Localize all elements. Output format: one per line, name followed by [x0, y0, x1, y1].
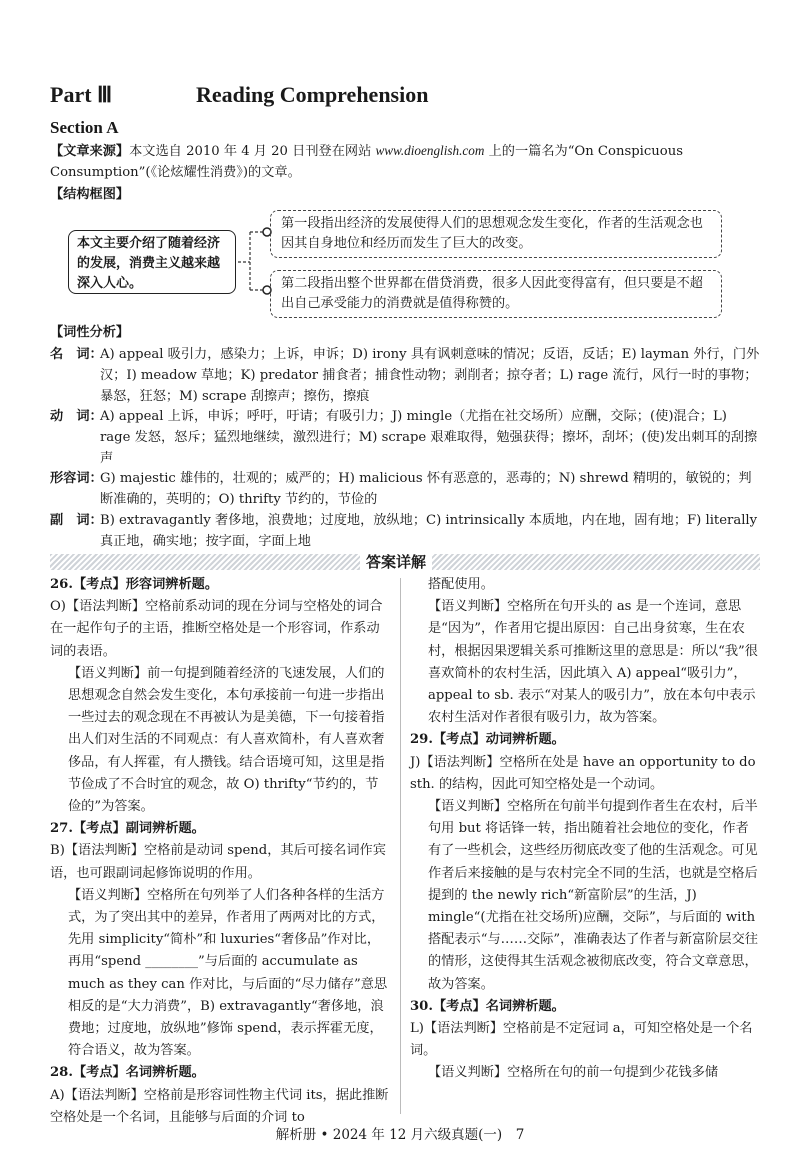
vocab-text-verb: A) appeal 上诉，申诉；呼吁，吁请；有吸引力；J) mingle（尤指在社交场所）应酬，交际；(使)混合；L) rage 发怒，怒斥；猛烈地继续，激烈进行；M) scrape 艰难取得，勉强获得；擦坏，刮坏；(使)发出刺耳的刮擦声: [100, 409, 758, 466]
structure-para2-box: 第二段指出整个世界都在借贷消费，很多人因此变得富有，但只要是不超出自己承受能力的消费就是值得称赞的。: [270, 270, 722, 318]
answers-title: 答案详解: [360, 551, 432, 572]
source-site: www.dioenglish.com: [375, 143, 485, 158]
q28-heading: 28.【考点】名词辨析题。: [50, 1065, 205, 1081]
source-label: 【文章来源】: [50, 144, 130, 159]
source-text-b: 上的一篇名为“On Conspicuous Consumption”(《论炫耀性消费》)的文章。: [50, 144, 683, 180]
vocab-text-adj: G) majestic 雄伟的，壮观的；威严的；H) malicious 怀有恶意的，恶毒的；N) shrewd 精明的，敏锐的；判断准确的，英明的；O) thrifty 节约的，节俭的: [100, 471, 752, 507]
q30-meaning: 【语义判断】空格所在句的前一句提到少花钱多储: [428, 1065, 719, 1081]
part-label: Part Ⅲ: [50, 82, 113, 107]
vocab-pos-noun: 名 词：: [50, 347, 103, 362]
part-title: Reading Comprehension: [196, 82, 429, 107]
page-footer: 解析册 • 2024 年 12 月六级真题(一) 7: [275, 1127, 525, 1143]
source-paragraph: [50, 140, 760, 183]
q28-grammar: A)【语法判断】空格前是形容词性物主代词 its，据此推断空格处是一个名词，且能够与后面的介词 to: [50, 1087, 389, 1125]
answers-left-column: [50, 574, 390, 1129]
answers-right-column: [410, 574, 760, 1085]
q26-meaning: 【语义判断】前一句提到随着经济的飞速发展，人们的思想观念自然会发生变化，本句承接前一句进一步指出一些过去的观念现在不再被认为是美德，下一句接着指出人们对生活的不同观点：有人喜欢简朴，有人喜欢奢侈品，有人挥霍，有人攒钱。结合语境可知，这里是指节俭成了不合时宜的观念，故 O) thrifty“节约的，节俭的”为答案。: [68, 665, 385, 815]
q28-continued: 搭配使用。: [428, 577, 494, 592]
q29-heading: 29.【考点】动词辨析题。: [410, 732, 565, 748]
structure-para1-box: 第一段指出经济的发展使得人们的思想观念发生变化，作者的生活观念也因其自身地位和经历而发生了巨大的改变。: [270, 210, 722, 258]
q30-grammar: L)【语法判断】空格前是不定冠词 a，可知空格处是一个名词。: [410, 1021, 753, 1059]
q27-meaning: 【语义判断】空格所在句列举了人们各种各样的生活方式，为了突出其中的差异，作者用了两两对比的方式，先用 simplicity“简朴”和 luxuries“奢侈品”作对比，再用“spend ________”与后面的 accumulate as much as they can 作对比，与后面的“尽力储存”意思相反的是“大力消费”，B) extravagantly“奢侈地，浪费地；过度地，放纵地”修饰 spend，表示挥霍无度，符合语义，故为答案。: [68, 887, 388, 1059]
q30-heading: 30.【考点】名词辨析题。: [410, 998, 565, 1014]
q26-grammar: O)【语法判断】空格前系动词的现在分词与空格处的词合在一起作句子的主语，推断空格处是一个形容词，作系动词的表语。: [50, 599, 383, 659]
section-title: Section A: [50, 118, 119, 137]
source-text-a: 本文选自 2010 年 4 月 20 日刊登在网站: [129, 144, 376, 159]
q29-meaning: 【语义判断】空格所在句前半句提到作者生在农村，后半句用 but 将话锋一转，指出随着社会地位的变化，作者有了一些机会，这些经历彻底改变了他的生活观念。可见作者后来接触的是与农村完全不同的生活，也就是空格后提到的 the newly rich“新富阶层”的生活，J) mingle“(尤指在社交场所)应酬，交际”，与后面的 with 搭配表示“与……交际”，准确表达了作者与新富阶层交往的情形，这使得其生活观念被彻底改变，符合文章意思，故为答案。: [428, 799, 758, 992]
vocab-pos-adj: 形容词：: [50, 471, 103, 486]
vocab-pos-verb: 动 词：: [50, 409, 103, 424]
vocab-label: 【词性分析】: [50, 325, 130, 340]
q29-grammar: J)【语法判断】空格所在处是 have an opportunity to do sth. 的结构，因此可知空格处是一个动词。: [410, 754, 756, 792]
q27-grammar: B)【语法判断】空格前是动词 spend，其后可接名词作宾语，也可跟副词起修饰说明的作用。: [50, 843, 386, 881]
column-divider: [400, 578, 401, 1114]
vocab-text-adv: B) extravagantly 奢侈地，浪费地；过度地，放纵地；C) intrinsically 本质地，内在地，固有地；F) literally 真正地，确实地；按字面，字面上地: [100, 513, 758, 549]
vocab-text-noun: A) appeal 吸引力，感染力；上诉，申诉；D) irony 具有讽刺意味的情况；反语，反话；E) layman 外行，门外汉；I) meadow 草地；K) predator 捕食者；捕食性动物；剥削者；掠夺者；L) rage 流行，风行一时的事物；暴怒，狂怒；M) scrape 刮擦声；擦伤，擦痕: [100, 347, 760, 404]
structure-main-box: 本文主要介绍了随着经济的发展，消费主义越来越深入人心。: [68, 230, 236, 294]
q27-heading: 27.【考点】副词辨析题。: [50, 821, 205, 837]
vocab-pos-adv: 副 词：: [50, 513, 103, 528]
q26-heading: 26.【考点】形容词辨析题。: [50, 577, 219, 592]
q28-meaning: 【语义判断】空格所在句开头的 as 是一个连词，意思是“因为”，作者用它提出原因：自己出身贫寒，生在农村，根据因果逻辑关系可推断这里的意思是：所以“我”很喜欢简朴的农村生活，因此填入 A) appeal“吸引力”，appeal to sb. 表示“对某人的吸引力”，放在本句中表示农村生活对作者很有吸引力，故为答案。: [428, 599, 758, 726]
structure-label: 【结构框图】: [50, 187, 130, 202]
